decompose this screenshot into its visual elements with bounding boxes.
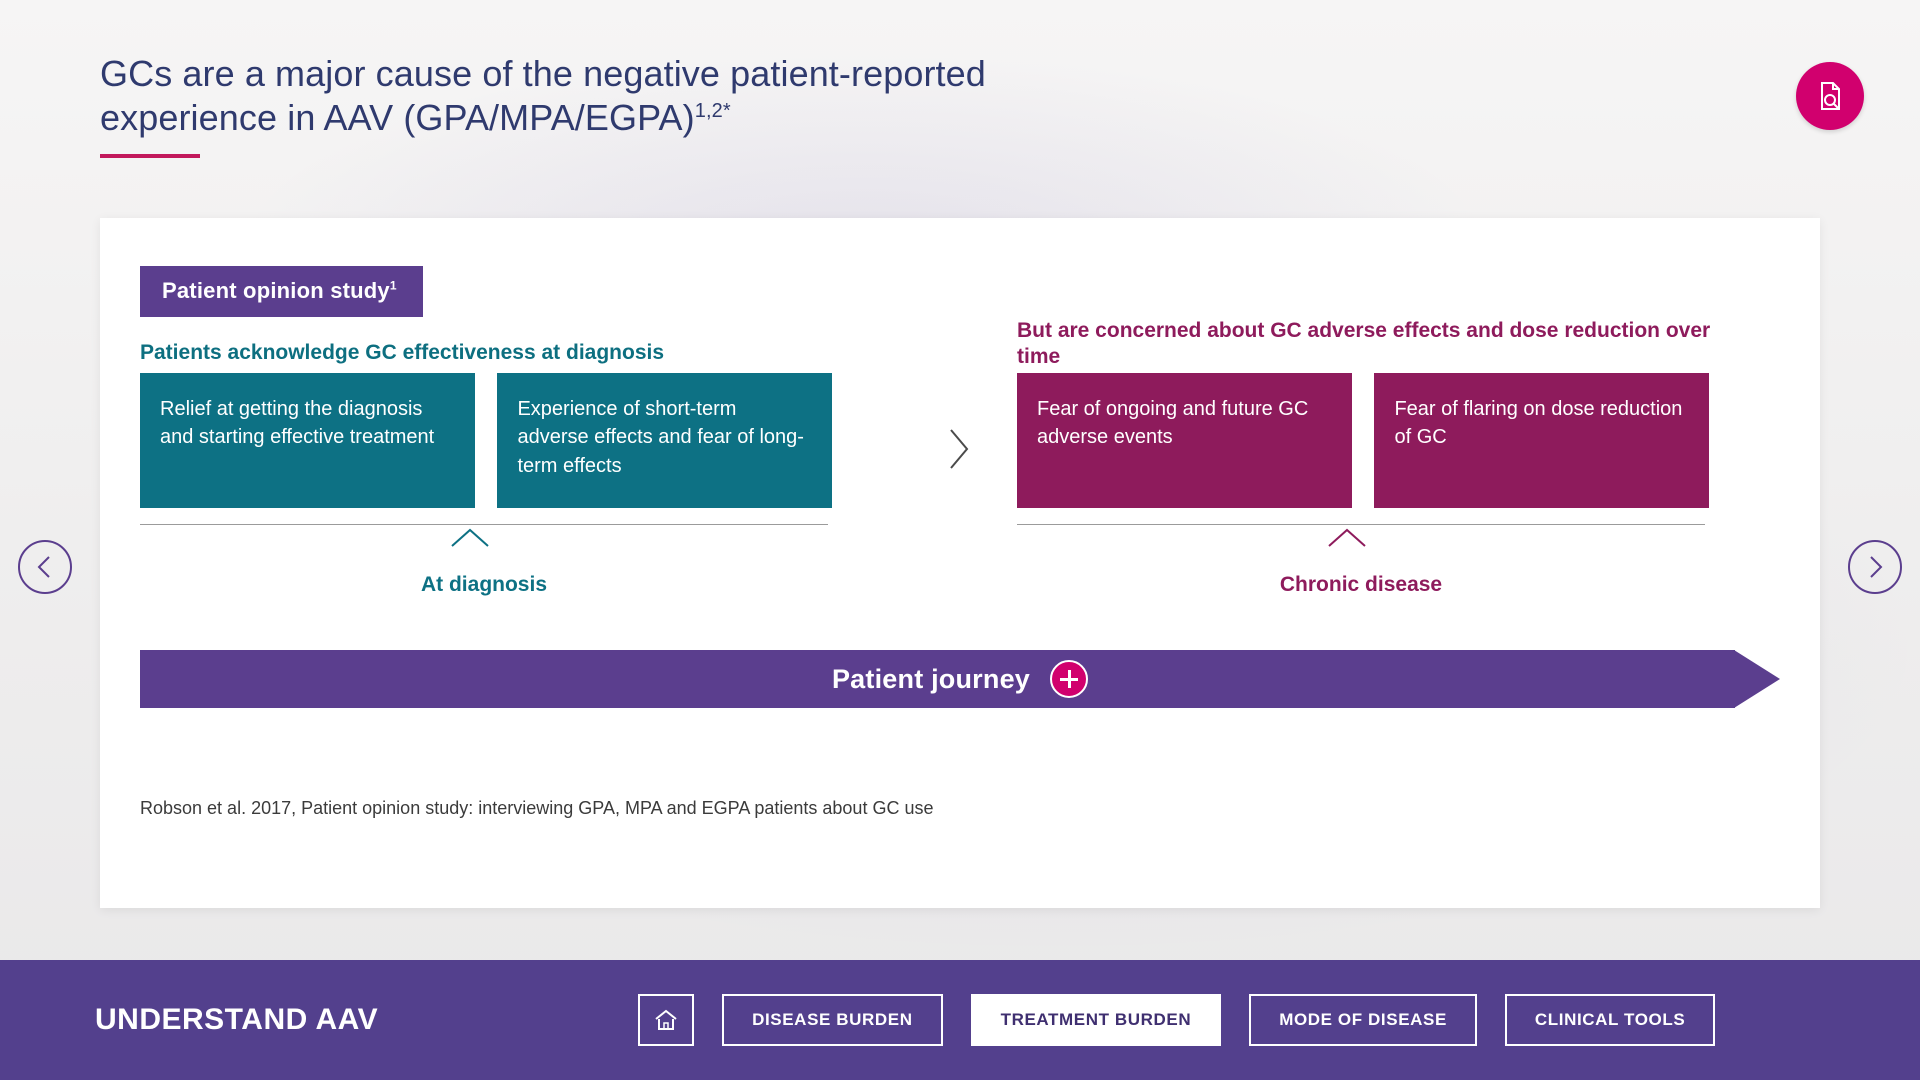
- info-box: Fear of ongoing and future GC adverse events: [1017, 373, 1352, 508]
- left-box-row: [140, 373, 832, 508]
- page-title-line2: experience in AAV (GPA/MPA/EGPA): [100, 96, 695, 138]
- nav-tab-clinical-tools[interactable]: CLINICAL TOOLS: [1505, 994, 1715, 1046]
- left-stage-label: At diagnosis: [420, 573, 547, 596]
- chevron-left-icon[interactable]: [18, 540, 72, 594]
- right-axis-line: [1017, 524, 1705, 525]
- right-box-row: [1017, 373, 1709, 508]
- study-badge-label: Patient opinion study: [162, 278, 390, 303]
- title-underline: [100, 154, 200, 158]
- left-axis-line: [140, 524, 828, 525]
- home-icon[interactable]: [638, 994, 694, 1046]
- right-stage-marker-icon: [1325, 526, 1369, 555]
- nav-tab-treatment-burden[interactable]: TREATMENT BURDEN: [971, 994, 1222, 1046]
- left-column-heading: Patients acknowledge GC effectiveness at diagnosis: [140, 341, 665, 364]
- page-title-line1: GCs are a major cause of the negative patient-reported: [100, 53, 986, 94]
- nav-tab-disease-burden[interactable]: DISEASE BURDEN: [722, 994, 942, 1046]
- study-badge: [140, 266, 423, 317]
- right-stage-label: Chronic disease: [1279, 573, 1443, 596]
- info-box: Relief at getting the diagnosis and starting effective treatment: [140, 373, 475, 508]
- document-search-icon[interactable]: [1796, 62, 1864, 130]
- chevron-right-icon[interactable]: [1848, 540, 1902, 594]
- info-box: Fear of flaring on dose reduction of GC: [1374, 373, 1709, 508]
- study-badge-superscript: 1: [389, 278, 397, 293]
- nav-button-group: [638, 994, 1715, 1046]
- chevron-right-separator-icon: [945, 426, 971, 477]
- journey-label: Patient journey: [831, 663, 1031, 694]
- bottom-nav-bar: [0, 960, 1920, 1080]
- right-column-heading: But are concerned about GC adverse effects and dose reduction over time: [1017, 319, 1711, 369]
- content-card: [100, 218, 1820, 908]
- nav-tab-mode-of-disease[interactable]: MODE OF DISEASE: [1249, 994, 1477, 1046]
- page-header: [100, 52, 1300, 158]
- plus-circle-icon[interactable]: [1050, 660, 1088, 698]
- patient-journey-bar: [140, 650, 1780, 708]
- info-box: Experience of short-term adverse effects and fear of long-term effects: [497, 373, 832, 508]
- page-title-superscript: 1,2*: [694, 99, 731, 122]
- left-stage-marker-icon: [448, 526, 492, 555]
- page-title: [100, 52, 1300, 140]
- brand-title: UNDERSTAND AAV: [95, 1003, 379, 1036]
- card-footnote: Robson et al. 2017, Patient opinion study: interviewing GPA, MPA and EGPA patients about GC use: [140, 798, 934, 818]
